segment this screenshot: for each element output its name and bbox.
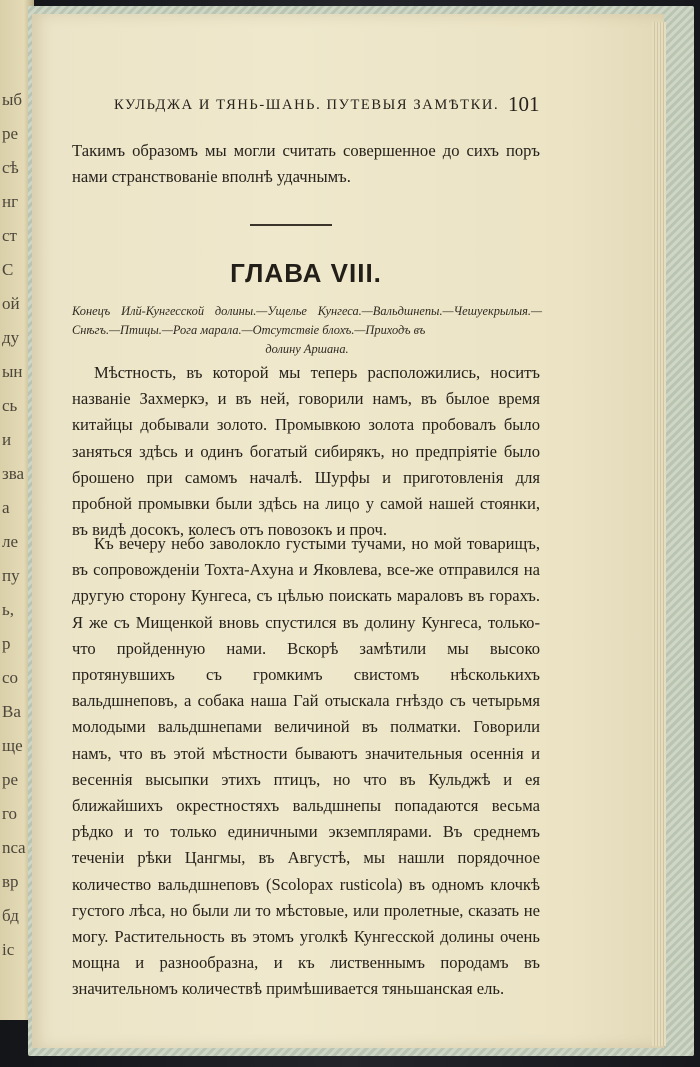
- facing-page-fragment: вр: [2, 872, 19, 891]
- facing-page-fragment: р: [2, 634, 11, 653]
- body-paragraph: Къ вечеру небо заволокло густыми тучами, но мой товарищъ, въ сопровожденіи Тохта-Ахуна и Яковлева, все-же отправился на другую сторону Кунгеса, съ цѣлью поискать мараловъ въ горахъ. Я же съ Мищенкой вновь спустился въ долину Кунгеса, только-что пройденную нами. Вскорѣ замѣтили мы высоко протянувшихъ съ громкимъ свистомъ нѣсколькихъ вальдшнеповъ, а собака наша Гай отыскала гнѣздо съ четырьмя молодыми вальдшнепами величиной въ полматки. Говорили намъ, что въ этой мѣстности бываютъ значительныя осеннія и весеннія высыпки этихъ птицъ, но что въ Кульджѣ и ея ближайшихъ окрестностяхъ вальдшнепы попадаются весьма рѣдко и то только единичными экземплярами. Въ среднемъ теченіи рѣки Цангмы, въ Августѣ, мы нашли порядочное количество вальдшнеповъ (Scolopax rusticola) въ одномъ клочкѣ густого лѣса, но были ли то мѣстовые, или пролетные, сказать не могу. Растительность въ этомъ уголкѣ Кунгесской долины очень мощна и разнообразна, и къ лиственнымъ породамъ въ значительномъ количествѣ примѣшивается тяньшанская ель.: [72, 534, 540, 999]
- running-head: КУЛЬДЖА И ТЯНЬ-ШАНЬ. ПУТЕВЫЯ ЗАМѢТКИ.: [114, 97, 500, 113]
- facing-page-fragment: ыб: [2, 90, 23, 109]
- facing-page-fragment: ын: [2, 362, 23, 381]
- facing-page-fragment: ой: [2, 294, 20, 313]
- page-number: 101: [508, 92, 540, 116]
- chapter-summary-end: долину Аршана.: [265, 342, 349, 356]
- facing-page-fragment: бд: [2, 906, 19, 925]
- chapter-summary-text: Конецъ Илй-Кунгесской долины.—Ущелье Кунгеса.—Вальдшнепы.—Чешуекрылыя.—Снѣгъ.—Птицы.—Рога марала.—Отсутствіе блохъ.—Приходъ въ: [72, 304, 542, 337]
- chapter-title: ГЛАВА VIII.: [230, 258, 382, 288]
- intro-paragraph: Такимъ образомъ мы могли считать совершенное до сихъ поръ нами странствованіе вполнѣ удачнымъ.: [72, 141, 540, 187]
- body-paragraph: Мѣстность, въ которой мы теперь расположились, носитъ названіе Захмеркэ, и въ ней, говорили намъ, въ былое время китайцы добывали золото. Промывкою золота пробовалъ было заняться здѣсь и одинъ богатый сибирякъ, но предпріятіе было брошено при самомъ началѣ. Шурфы и приготовленія для пробной промывки были здѣсь на лицо у самой нашей стоянки, въ видѣ досокъ, колесъ отъ повозокъ и проч.: [72, 363, 540, 540]
- facing-page-fragment: nca: [2, 838, 26, 857]
- section-divider: [250, 224, 332, 226]
- facing-page-fragment: со: [2, 668, 19, 687]
- facing-page-fragment: ст: [2, 226, 17, 245]
- facing-page-fragment: сь: [2, 396, 18, 415]
- facing-page-fragment: ре: [2, 770, 19, 789]
- facing-page-fragment: а: [2, 498, 10, 517]
- facing-page-fragment: ic: [2, 940, 15, 959]
- facing-page-fragment: сѣ: [2, 158, 19, 177]
- facing-page-fragment: зва: [2, 464, 25, 483]
- facing-page-fragment: ду: [2, 328, 20, 347]
- facing-page-fragment: ще: [2, 736, 23, 755]
- facing-page-fragment: ь,: [2, 600, 15, 619]
- facing-page-fragment: пу: [2, 566, 20, 585]
- facing-page-fragment: Ba: [2, 702, 21, 721]
- facing-page-fragment: и: [2, 430, 12, 449]
- facing-page-fragment: ре: [2, 124, 19, 143]
- facing-page-fragment: го: [2, 804, 18, 823]
- facing-page-fragment: нг: [2, 192, 19, 211]
- page-stack-edges: [652, 22, 666, 1046]
- facing-page-fragment: ле: [2, 532, 19, 551]
- chapter-summary: [72, 302, 542, 359]
- facing-page-fragment: С: [2, 260, 14, 279]
